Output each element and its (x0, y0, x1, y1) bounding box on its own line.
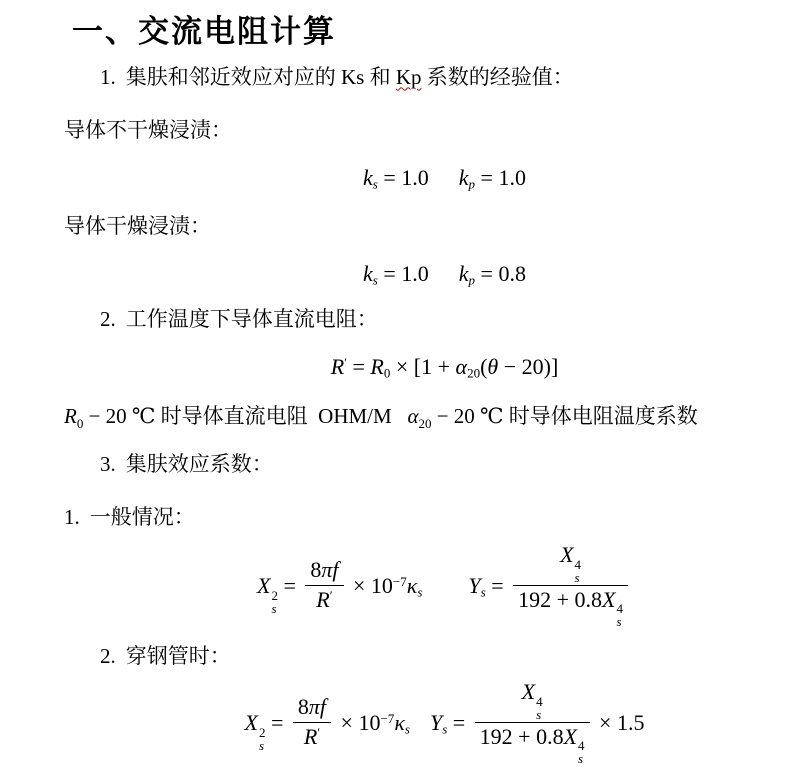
sub-list-item-1: 1. 一般情况： (64, 505, 195, 530)
paragraph-coefficient-note: $R_0 - 20$ ℃ 时导体直流电阻 OHM/M $\alpha_{20} - 20$ ℃ 时导体电阻温度系数 (64, 403, 698, 431)
document-title: 一、交流电阻计算 (72, 14, 336, 49)
paragraph-wet-impregnation: 导体不干燥浸渍： (64, 117, 232, 142)
equation-skin-steel-pipe: X 2 s = $\frac{8\pi f}{R'}$ × $10^{-7}\kappa_s$ $Y_s$ = X 4 s 192 + 0.8X 4 s × 1.5 (244, 679, 645, 767)
list-item-1: 1. 集肤和邻近效应对应的 Ks 和 Kp 系数的经验值： (100, 64, 574, 89)
equation-skin-general: X 2 s = $\frac{8\pi f}{R'}$ × $10^{-7}\kappa_s$ $Y_s$ = X 4 s 192 + 0.8X 4 s (64, 545, 785, 631)
sub-list-item-2: 2. 穿钢管时： (100, 644, 231, 669)
equation-ks-kp-dry: $k_s = 1.0$ $k_p = 0.8$ (363, 261, 526, 288)
paragraph-dry-impregnation: 导体干燥浸渍： (64, 214, 211, 239)
equation-dc-resistance: $R' = R_0 \times [1 + \alpha_{20}(\theta - 20)]$ (330, 354, 559, 381)
list-item-3: 3. 集肤效应系数： (100, 452, 273, 476)
misspelled-word: Kp (395, 64, 422, 89)
equation-ks-kp-wet: $k_s = 1.0$ $k_p = 1.0$ (363, 164, 526, 192)
list-item-2: 2. 工作温度下导体直流电阻： (100, 306, 378, 331)
